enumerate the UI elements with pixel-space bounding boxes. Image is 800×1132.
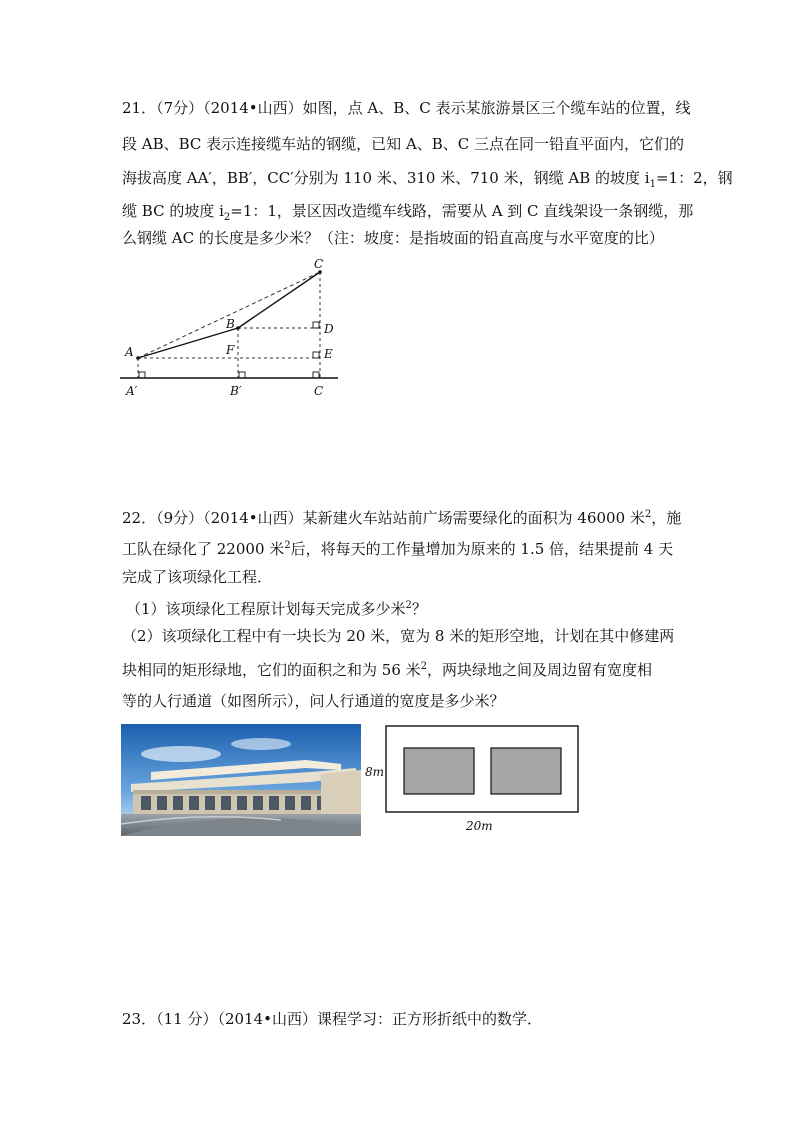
q21-line-3: 海拔高度 AA′，BB′，CC′分别为 110 米、310 米、710 米，钢缆 AB 的坡度 $i_1=1$：2，钢 <box>122 169 733 190</box>
q23-line-1: 23．（11 分）（2014•山西）课程学习：正方形折纸中的数学． <box>122 1010 542 1028</box>
q22-line-2: 工队在绿化了 22000 米$^2$后，将每天的工作量增加为原来的 1.5 倍，结果提前 4 天 <box>122 540 674 558</box>
train-station-photo <box>121 724 361 836</box>
q21-line-2: 段 AB、BC 表示连接缆车站的钢缆，已知 A、B、C 三点在同一铅直平面内，它们的 <box>122 135 685 153</box>
rectangle-plot-diagram <box>362 724 592 836</box>
label-f: F <box>226 343 235 357</box>
point-b <box>236 326 240 330</box>
q22-part-2-line-2: 块相同的矩形绿地，它们的面积之和为 56 米$^2$，两块绿地之间及周边留有宽度相 <box>122 661 653 679</box>
green-plot-left <box>404 748 474 794</box>
label-e: E <box>324 347 333 361</box>
right-angle-mark-a-prime <box>139 372 145 378</box>
label-height: 8m <box>365 765 385 779</box>
q21-line-5: 么钢缆 AC 的长度是多少米？（注：坡度：是指坡面的铅直高度与水平宽度的比） <box>122 229 664 247</box>
label-c-bottom: C <box>314 384 324 398</box>
right-angle-mark-d <box>313 322 319 328</box>
point-a <box>136 356 140 360</box>
q21-line-4: 缆 BC 的坡度 $i_2=1$：1，景区因改造缆车线路，需要从 A 到 C 直线架设一条钢缆，那 <box>122 202 694 223</box>
label-b-prime: B′ <box>230 384 242 398</box>
label-a: A <box>125 345 134 359</box>
label-c: C <box>314 257 324 271</box>
segment-bc <box>238 272 320 328</box>
segment-ab <box>138 328 238 358</box>
label-width: 20m <box>466 819 493 833</box>
q22-part-1: （1）该项绿化工程原计划每天完成多少米$^2$？ <box>126 600 427 618</box>
q22-line-1: 22．（9分）（2014•山西）某新建火车站站前广场需要绿化的面积为 46000 米$^2$，施 <box>122 509 682 527</box>
right-angle-mark-e <box>313 352 319 358</box>
label-a-prime: A′ <box>126 384 138 398</box>
cable-car-diagram <box>118 254 348 402</box>
q21-line-1: 21．（7分）（2014•山西）如图，点 A、B、C 表示某旅游景区三个缆车站的位置，线 <box>122 99 691 117</box>
q22-part-2-line-1: （2）该项绿化工程中有一块长为 20 米，宽为 8 米的矩形空地，计划在其中修建两 <box>122 627 675 645</box>
label-d: D <box>324 322 334 336</box>
right-angle-mark-c-prime <box>313 372 319 378</box>
q22-part-2-line-3: 等的人行通道（如图所示），问人行通道的宽度是多少米？ <box>122 692 505 710</box>
green-plot-right <box>491 748 561 794</box>
right-angle-mark-b-prime <box>239 372 245 378</box>
q22-line-3: 完成了该项绿化工程． <box>122 568 273 586</box>
label-b: B <box>226 317 235 331</box>
